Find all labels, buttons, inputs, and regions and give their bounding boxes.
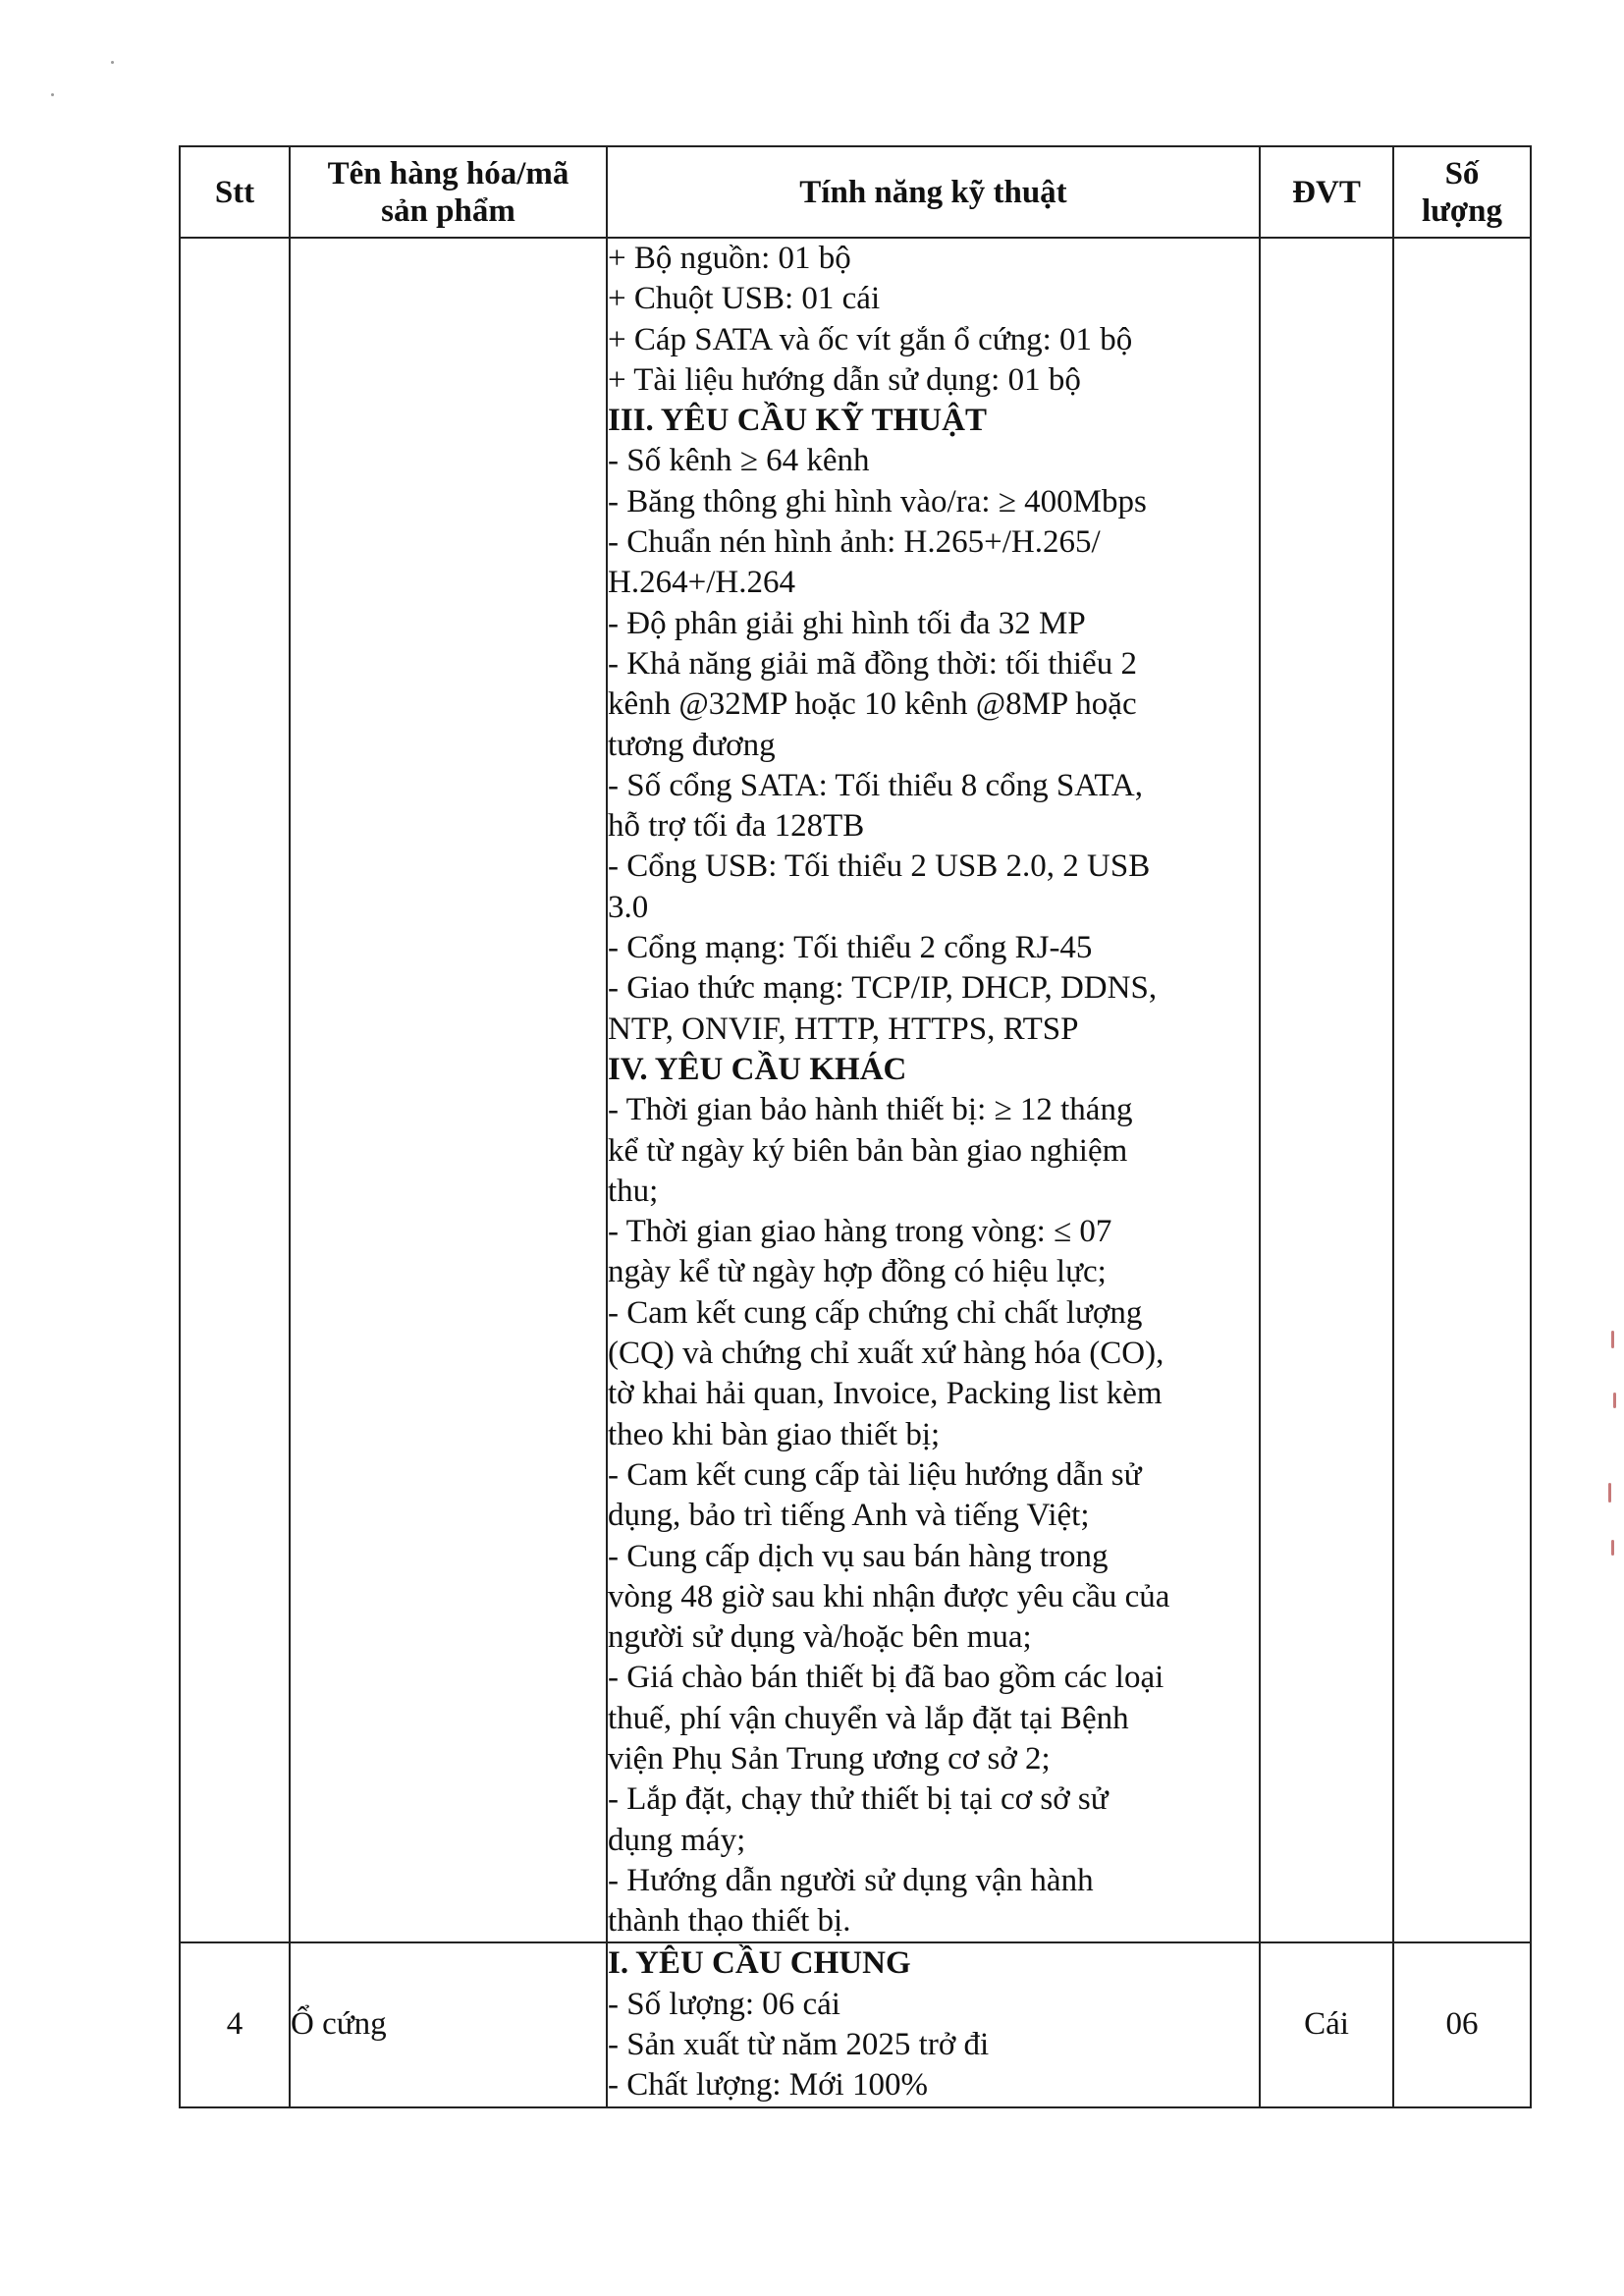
spec-line: thành thạo thiết bị. (608, 1903, 851, 1940)
scan-edge-mark (1613, 1393, 1616, 1408)
spec-line: hỗ trợ tối đa 128TB (608, 808, 865, 845)
spec-line: thu; (608, 1173, 659, 1209)
spec-line: - Độ phân giải ghi hình tối đa 32 MP (608, 605, 1086, 641)
spec-line: - Thời gian giao hàng trong vòng: ≤ 07 (608, 1214, 1112, 1250)
spec-line: theo khi bàn giao thiết bị; (608, 1416, 941, 1452)
spec-line: - Chuẩn nén hình ảnh: H.265+/H.265/ (608, 524, 1101, 561)
unit-cell (1260, 1942, 1393, 2106)
scan-edge-mark (1608, 1483, 1611, 1503)
name-cell-continued (290, 238, 607, 1942)
scan-speck (51, 93, 54, 96)
section-heading: III. YÊU CẦU KỸ THUẬT (608, 403, 987, 439)
table-row (180, 1942, 1531, 2106)
technical-spec-table (179, 145, 1532, 2108)
spec-line: - Số lượng: 06 cái (608, 1986, 840, 2022)
stt-cell-continued (180, 238, 290, 1942)
qty-cell-continued (1393, 238, 1531, 1942)
spec-line: - Chất lượng: Mới 100% (608, 2067, 928, 2104)
spec-line: dụng, bảo trì tiếng Anh và tiếng Việt; (608, 1498, 1090, 1534)
header-name-line: Tên hàng hóa/mã (327, 155, 569, 191)
product-name-cell (290, 1942, 607, 2106)
spec-line: - Giao thức mạng: TCP/IP, DHCP, DDNS, (608, 970, 1158, 1007)
spec-line: - Khả năng giải mã đồng thời: tối thiểu 2 (608, 645, 1137, 682)
quantity-cell (1393, 1942, 1531, 2106)
spec-line: - Số cổng SATA: Tối thiểu 8 cổng SATA, (608, 767, 1144, 803)
spec-line: - Cung cấp dịch vụ sau bán hàng trong (608, 1538, 1109, 1574)
table-row-continued (180, 238, 1531, 1942)
spec-line: 3.0 (608, 889, 649, 925)
spec-line: - Hướng dẫn người sử dụng vận hành (608, 1862, 1094, 1898)
quantity-value: 06 (1445, 2006, 1479, 2043)
spec-line: kênh @32MP hoặc 10 kênh @8MP hoặc (608, 686, 1137, 723)
spec-line: + Tài liệu hướng dẫn sử dụng: 01 bộ (608, 361, 1081, 398)
header-unit (1260, 146, 1393, 238)
header-qty-line: lượng (1421, 192, 1503, 229)
spec-cell-continued (607, 238, 1260, 1942)
spec-line: NTP, ONVIF, HTTP, HTTPS, RTSP (608, 1011, 1079, 1047)
header-spec-label: Tính năng kỹ thuật (799, 174, 1067, 210)
spec-line: - Lắp đặt, chạy thử thiết bị tại cơ sở sử (608, 1781, 1109, 1818)
spec-line: (CQ) và chứng chỉ xuất xứ hàng hóa (CO), (608, 1336, 1164, 1372)
header-name-line: sản phẩm (381, 192, 515, 229)
section-heading: I. YÊU CẦU CHUNG (608, 1945, 911, 1982)
scan-edge-mark (1611, 1331, 1614, 1348)
header-technical-features (607, 146, 1260, 238)
spec-line: + Chuột USB: 01 cái (608, 281, 881, 317)
scan-speck (111, 61, 114, 64)
spec-line: - Sản xuất từ năm 2025 trở đi (608, 2027, 990, 2063)
stt-cell (180, 1942, 290, 2106)
spec-line: vòng 48 giờ sau khi nhận được yêu cầu của (608, 1578, 1170, 1614)
spec-line: - Thời gian bảo hành thiết bị: ≥ 12 tháng (608, 1092, 1133, 1128)
header-stt (180, 146, 290, 238)
table-header-row (180, 146, 1531, 238)
spec-line: - Giá chào bán thiết bị đã bao gồm các loại (608, 1660, 1164, 1696)
section-heading: IV. YÊU CẦU KHÁC (608, 1051, 907, 1087)
spec-line: kể từ ngày ký biên bản bàn giao nghiệm (608, 1132, 1128, 1169)
spec-line: + Bộ nguồn: 01 bộ (608, 241, 851, 276)
spec-line: - Băng thông ghi hình vào/ra: ≥ 400Mbps (608, 483, 1147, 519)
unit-value: Cái (1304, 2006, 1349, 2043)
header-stt-label: Stt (214, 174, 255, 210)
spec-line: dụng máy; (608, 1822, 746, 1858)
stt-value: 4 (226, 2006, 244, 2043)
spec-line: H.264+/H.264 (608, 565, 795, 601)
product-name: Ổ cứng (291, 2006, 387, 2043)
spec-line: ngày kể từ ngày hợp đồng có hiệu lực; (608, 1254, 1107, 1290)
spec-line: - Cam kết cung cấp tài liệu hướng dẫn sử (608, 1456, 1142, 1493)
header-quantity (1393, 146, 1531, 238)
spec-line: - Cổng mạng: Tối thiểu 2 cổng RJ-45 (608, 930, 1093, 966)
scan-edge-mark (1611, 1540, 1614, 1556)
spec-line: viện Phụ Sản Trung ương cơ sở 2; (608, 1740, 1051, 1777)
unit-cell-continued (1260, 238, 1393, 1942)
spec-line: + Cáp SATA và ốc vít gắn ổ cứng: 01 bộ (608, 321, 1133, 357)
header-qty-line: Số (1444, 155, 1480, 191)
spec-line: tờ khai hải quan, Invoice, Packing list kèm (608, 1376, 1163, 1412)
spec-line: người sử dụng và/hoặc bên mua; (608, 1619, 1032, 1656)
spec-line: tương đương (608, 727, 776, 763)
spec-line: thuế, phí vận chuyển và lắp đặt tại Bệnh (608, 1700, 1129, 1736)
spec-line: - Cổng USB: Tối thiểu 2 USB 2.0, 2 USB (608, 848, 1151, 885)
spec-line: - Số kênh ≥ 64 kênh (608, 443, 870, 479)
spec-line: - Cam kết cung cấp chứng chỉ chất lượng (608, 1294, 1143, 1331)
header-unit-label: ĐVT (1292, 174, 1361, 210)
spec-cell (607, 1942, 1260, 2106)
header-product-name (290, 146, 607, 238)
